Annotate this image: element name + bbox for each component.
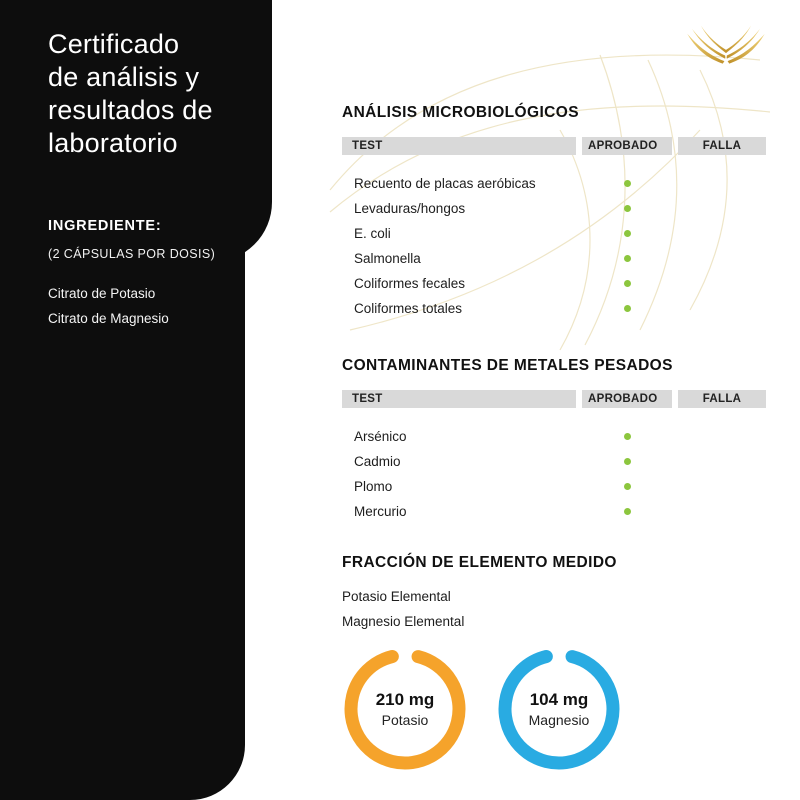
table-header — [342, 390, 766, 408]
section-title: ANÁLISIS MICROBIOLÓGICOS — [342, 104, 579, 121]
test-name: Recuento de placas aeróbicas — [354, 176, 536, 191]
column-header-falla: FALLA — [678, 390, 766, 408]
ingredient-item: Citrato de Magnesio — [48, 311, 169, 326]
gauges — [342, 646, 766, 772]
test-name: Levaduras/hongos — [354, 201, 466, 216]
table-row — [342, 424, 766, 449]
table-row — [342, 499, 766, 524]
test-name: Coliformes totales — [354, 301, 463, 316]
potassium-gauge — [342, 646, 468, 772]
pass-dot-icon — [624, 280, 631, 287]
sidebar — [48, 28, 253, 331]
gauge-value: 104 mg — [529, 690, 589, 709]
pass-dot-icon — [624, 483, 631, 490]
pass-dot-icon — [624, 180, 631, 187]
test-name: Mercurio — [354, 504, 407, 519]
gauge-label: Potasio — [381, 712, 429, 728]
ingredient-list — [48, 281, 253, 331]
test-name: Salmonella — [354, 251, 421, 266]
table-row — [342, 221, 766, 246]
results-content — [342, 104, 766, 772]
test-name: E. coli — [354, 226, 391, 241]
test-name: Coliformes fecales — [354, 276, 466, 291]
fraction-item-list — [342, 584, 766, 634]
pass-dot-icon — [624, 433, 631, 440]
test-name: Cadmio — [354, 454, 401, 469]
pass-dot-icon — [624, 230, 631, 237]
gauge-center — [496, 646, 622, 772]
table-header — [342, 137, 766, 155]
table-row — [342, 246, 766, 271]
ingredient-label: INGREDIENTE: — [48, 218, 162, 234]
section-element-fraction — [342, 554, 766, 772]
section-title: FRACCIÓN DE ELEMENTO MEDIDO — [342, 554, 617, 571]
gauge-label: Magnesio — [528, 712, 590, 728]
table-row — [342, 474, 766, 499]
title-line: Certificado — [48, 29, 180, 59]
title-line: resultados de — [48, 95, 213, 125]
column-header-aprobado: APROBADO — [582, 390, 672, 408]
table-row — [342, 449, 766, 474]
gauge-center — [342, 646, 468, 772]
table-row — [342, 171, 766, 196]
fraction-item: Potasio Elemental — [342, 589, 451, 604]
pass-dot-icon — [624, 255, 631, 262]
table-row — [342, 196, 766, 221]
pass-dot-icon — [624, 458, 631, 465]
title-line: laboratorio — [48, 128, 178, 158]
table-row — [342, 271, 766, 296]
column-header-test: TEST — [342, 390, 576, 408]
magnesium-gauge — [496, 646, 622, 772]
column-header-falla: FALLA — [678, 137, 766, 155]
ingredient-item: Citrato de Potasio — [48, 286, 156, 301]
section-heavy-metals — [342, 357, 766, 524]
column-header-aprobado: APROBADO — [582, 137, 672, 155]
table-row — [342, 296, 766, 321]
test-name: Plomo — [354, 479, 393, 494]
dose-note: (2 CÁPSULAS POR DOSIS) — [48, 247, 216, 261]
pass-dot-icon — [624, 508, 631, 515]
certificate-title — [48, 28, 253, 160]
section-microbiology — [342, 104, 766, 321]
table-body — [342, 171, 766, 321]
pass-dot-icon — [624, 305, 631, 312]
table-body — [342, 424, 766, 524]
title-line: de análisis y — [48, 62, 200, 92]
test-name: Arsénico — [354, 429, 407, 444]
column-header-test: TEST — [342, 137, 576, 155]
wings-logo-icon — [684, 22, 768, 68]
section-title: CONTAMINANTES DE METALES PESADOS — [342, 357, 673, 374]
gauge-value: 210 mg — [375, 690, 435, 709]
fraction-item: Magnesio Elemental — [342, 614, 465, 629]
pass-dot-icon — [624, 205, 631, 212]
